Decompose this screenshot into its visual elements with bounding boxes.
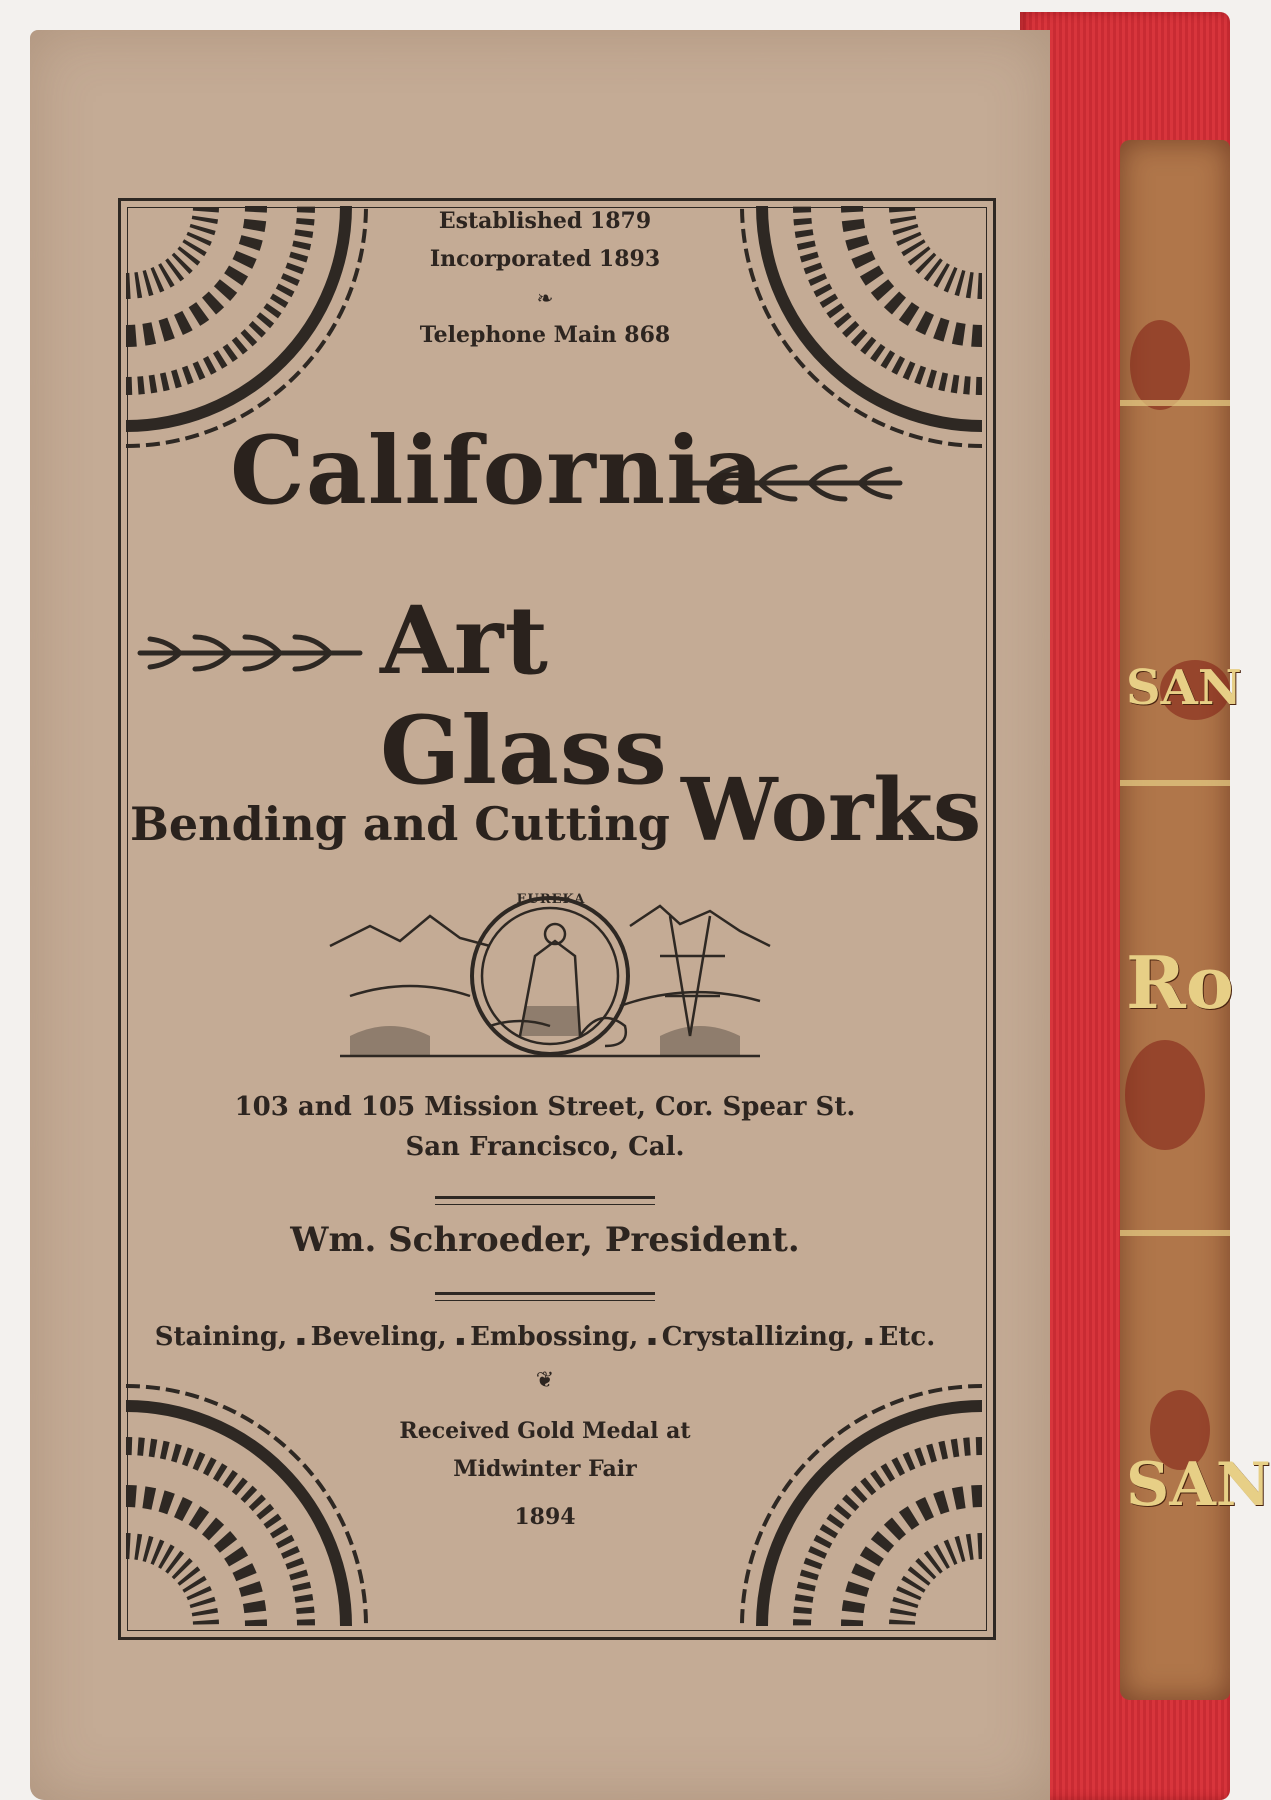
service-etc: Etc. bbox=[878, 1322, 936, 1352]
front-cover bbox=[30, 30, 1050, 1800]
service-staining: Staining, bbox=[154, 1322, 288, 1352]
incorporated-text: Incorporated 1893 bbox=[429, 246, 661, 272]
address-line-2: San Francisco, Cal. bbox=[405, 1132, 685, 1162]
title-bending-line bbox=[130, 760, 990, 861]
established-text: Established 1879 bbox=[438, 208, 652, 234]
fleuron-icon: ❧ bbox=[536, 286, 554, 310]
telephone-text: Telephone Main 868 bbox=[419, 322, 671, 348]
spine-leather-label bbox=[1120, 140, 1271, 1700]
seal-motto: EUREKA bbox=[516, 892, 586, 907]
service-beveling: Beveling, bbox=[310, 1322, 447, 1352]
title-bending-and-cutting: Bending and Cutting bbox=[130, 797, 670, 851]
award-line-1: Received Gold Medal at bbox=[399, 1418, 691, 1444]
services-line: Staining, ▪ Beveling, ▪ Embossing, ▪ Crystallizing, ▪ Etc. bbox=[154, 1322, 936, 1352]
title-california: California bbox=[230, 416, 765, 526]
president-text: Wm. Schroeder, President. bbox=[290, 1220, 800, 1260]
spine-text-3: SAN bbox=[1126, 1450, 1271, 1520]
divider-2 bbox=[435, 1292, 655, 1295]
title-works: Works bbox=[681, 760, 982, 861]
fleuron-icon-2: ❦ bbox=[535, 1368, 555, 1393]
leaf-ornament-left bbox=[130, 628, 370, 678]
award-line-2: Midwinter Fair bbox=[453, 1456, 637, 1482]
california-state-seal bbox=[330, 886, 770, 1076]
service-embossing: Embossing, bbox=[470, 1322, 639, 1352]
address-line-1: 103 and 105 Mission Street, Cor. Spear St. bbox=[234, 1092, 856, 1122]
spine-text-1: SAN bbox=[1126, 660, 1242, 716]
award-year: 1894 bbox=[514, 1504, 576, 1530]
service-crystallizing: Crystallizing, bbox=[661, 1322, 856, 1352]
divider-1 bbox=[435, 1196, 655, 1199]
spine-text-2: Ro bbox=[1126, 940, 1234, 1025]
title-art-glass: Art Glass bbox=[380, 586, 668, 806]
